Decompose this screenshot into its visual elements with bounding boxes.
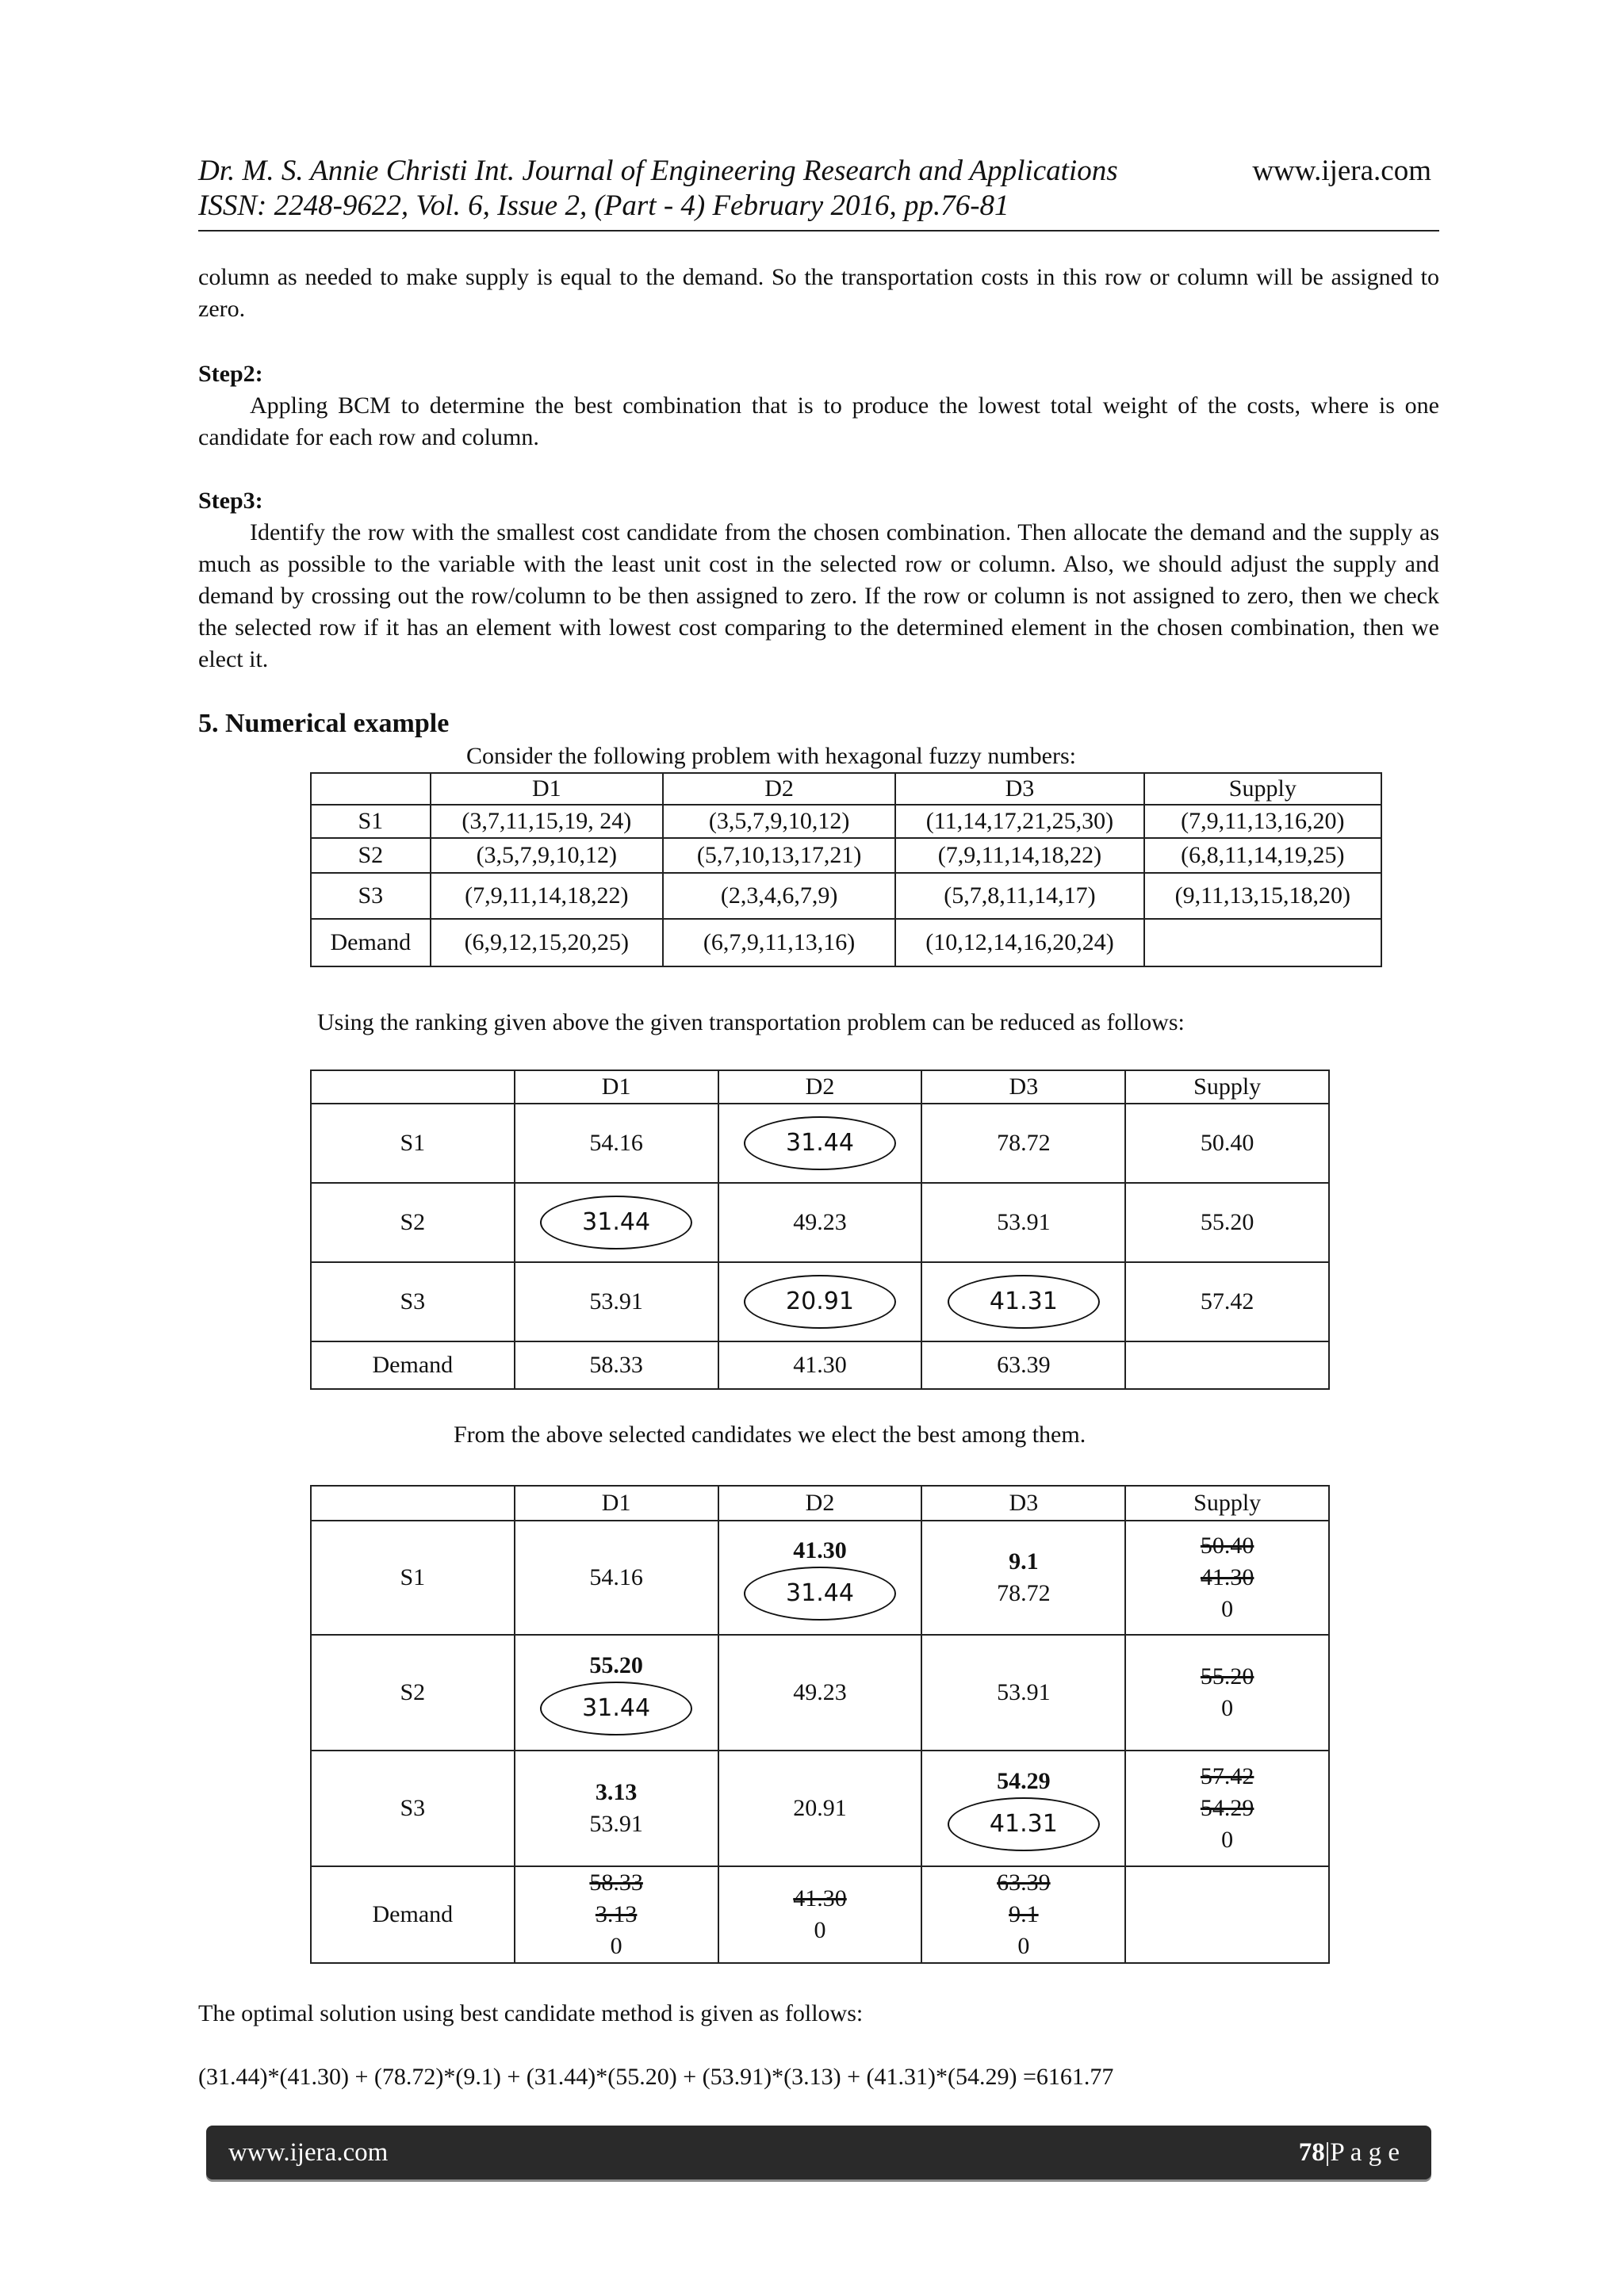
remaining-value: 0	[1221, 1596, 1234, 1622]
row-label: S3	[311, 1262, 515, 1341]
selected-candidate-circle: 41.31	[948, 1797, 1100, 1851]
table-row	[311, 838, 1381, 873]
remaining-value: 0	[814, 1917, 826, 1943]
selected-candidate-circle: 31.44	[744, 1567, 896, 1621]
table-header-cell: D2	[718, 1486, 922, 1521]
table-header-cell: D2	[718, 1070, 922, 1104]
row-label: S3	[311, 873, 431, 919]
allocation-cell	[718, 1521, 922, 1635]
table3-caption: From the above selected candidates we elect the best among them.	[454, 1422, 1086, 1448]
supply-cell	[1125, 1521, 1329, 1635]
table-header-cell: D2	[663, 773, 895, 805]
optimal-formula: (31.44)*(41.30) + (78.72)*(9.1) + (31.44)*(55.20) + (53.91)*(3.13) + (41.31)*(54.29) =6161.77	[198, 2064, 1114, 2090]
allocation-value: 3.13	[595, 1779, 638, 1805]
table-row	[311, 1866, 1329, 1963]
table-cell: (7,9,11,14,18,22)	[431, 873, 663, 919]
crossed-value: 41.30	[793, 1885, 847, 1911]
table-header-cell: Supply	[1125, 1070, 1329, 1104]
crossed-value: 57.42	[1200, 1763, 1254, 1789]
allocation-cell	[921, 1521, 1125, 1635]
table-row	[311, 1635, 1329, 1751]
table-cell	[718, 1104, 922, 1183]
page-number: 78	[1298, 2138, 1325, 2167]
table-header-cell: D1	[515, 1070, 718, 1104]
table-row	[311, 919, 1381, 966]
remaining-value: 0	[1221, 1827, 1234, 1853]
table-cell: (7,9,11,13,16,20)	[1144, 805, 1381, 838]
row-label: S1	[311, 1521, 515, 1635]
table-row	[311, 1341, 1329, 1389]
crossed-value: 3.13	[595, 1901, 638, 1927]
table-cell: 54.16	[515, 1104, 718, 1183]
table-header-cell: D3	[921, 1070, 1125, 1104]
allocation-cell	[515, 1751, 718, 1866]
table-cell: 55.20	[1125, 1183, 1329, 1262]
table-cell: 57.42	[1125, 1262, 1329, 1341]
selected-candidate-circle: 41.31	[948, 1275, 1100, 1329]
table-cell: (3,5,7,9,10,12)	[663, 805, 895, 838]
table-cell: (11,14,17,21,25,30)	[895, 805, 1143, 838]
remaining-value: 0	[610, 1933, 622, 1959]
row-label: S2	[311, 838, 431, 873]
allocation-value: 41.30	[793, 1537, 847, 1563]
table-cell: 78.72	[921, 1104, 1125, 1183]
table-cell: (3,7,11,15,19, 24)	[431, 805, 663, 838]
step3-heading: Step3:	[198, 488, 263, 514]
table-cell	[921, 1262, 1125, 1341]
table-header-cell: D3	[921, 1486, 1125, 1521]
row-label: S3	[311, 1751, 515, 1866]
crossed-value: 63.39	[997, 1869, 1051, 1896]
journal-title: Dr. M. S. Annie Christi Int. Journal of Engineering Research and Applications	[198, 155, 1118, 187]
table-cell	[515, 1183, 718, 1262]
table-cell: 49.23	[718, 1635, 922, 1751]
table-row	[311, 1183, 1329, 1262]
remaining-value: 0	[1017, 1933, 1030, 1959]
table-cell: (2,3,4,6,7,9)	[663, 873, 895, 919]
remaining-value: 0	[1221, 1695, 1234, 1721]
table-cell	[1144, 919, 1381, 966]
ranked-cost-table	[310, 1070, 1330, 1390]
allocation-value: 54.29	[997, 1768, 1051, 1794]
table-header-cell: Supply	[1125, 1486, 1329, 1521]
crossed-value: 50.40	[1200, 1533, 1254, 1559]
selected-candidate-circle: 31.44	[744, 1116, 896, 1170]
page-number-label	[1299, 2137, 1400, 2168]
table-cell: 53.91	[921, 1635, 1125, 1751]
table-header-row	[311, 773, 1381, 805]
table-cell	[718, 1262, 922, 1341]
cost-value: 78.72	[997, 1580, 1051, 1606]
table-cell: (10,12,14,16,20,24)	[895, 919, 1143, 966]
table-cell: (3,5,7,9,10,12)	[431, 838, 663, 873]
issn-line: ISSN: 2248-9622, Vol. 6, Issue 2, (Part - 4) February 2016, pp.76-81	[198, 189, 1009, 222]
table-header-row	[311, 1070, 1329, 1104]
demand-cell	[718, 1866, 922, 1963]
table-cell: (5,7,8,11,14,17)	[895, 873, 1143, 919]
selected-candidate-circle: 31.44	[540, 1196, 692, 1249]
table-row	[311, 805, 1381, 838]
table-cell: 54.16	[515, 1521, 718, 1635]
allocation-cell	[515, 1635, 718, 1751]
intro-paragraph: column as needed to make supply is equal to the demand. So the transportation costs in this row or column will be assigned to zero.	[198, 264, 1439, 322]
table-cell: (5,7,10,13,17,21)	[663, 838, 895, 873]
table-row	[311, 873, 1381, 919]
demand-cell	[515, 1866, 718, 1963]
footer-website: www.ijera.com	[228, 2138, 389, 2167]
table-cell: (6,8,11,14,19,25)	[1144, 838, 1381, 873]
page-label: |P a g e	[1324, 2138, 1400, 2167]
step3-paragraph: Identify the row with the smallest cost candidate from the chosen combination. Then allocate the demand and the supply as much as possible to the variable with the least unit cost in the selected row or column. Also, we should adjust the supply and demand by crossing out the row/column to be then assigned to zero. If the row or column is not assigned to zero, then we check the selected row if it has an element with lowest cost comparing to the determined element in the chosen combination, then we elect it.	[198, 519, 1439, 672]
table-row	[311, 1521, 1329, 1635]
selected-candidate-circle: 20.91	[744, 1275, 896, 1329]
table2-caption: Using the ranking given above the given transportation problem can be reduced as follows:	[317, 1009, 1185, 1035]
allocation-table	[310, 1485, 1330, 1964]
supply-cell	[1125, 1635, 1329, 1751]
crossed-value: 55.20	[1200, 1663, 1254, 1689]
row-label: S2	[311, 1183, 515, 1262]
table-row	[311, 1262, 1329, 1341]
table-header-cell: D3	[895, 773, 1143, 805]
crossed-value: 9.1	[1009, 1901, 1039, 1927]
table-cell: 53.91	[921, 1183, 1125, 1262]
table-cell: (6,7,9,11,13,16)	[663, 919, 895, 966]
section-heading: 5. Numerical example	[198, 709, 450, 738]
table-cell	[1125, 1866, 1329, 1963]
cost-value: 53.91	[589, 1811, 643, 1837]
running-header	[198, 154, 1439, 232]
row-label: Demand	[311, 1341, 515, 1389]
table-row	[311, 1104, 1329, 1183]
supply-cell	[1125, 1751, 1329, 1866]
table-cell	[311, 1486, 515, 1521]
row-label: S2	[311, 1635, 515, 1751]
allocation-value: 55.20	[589, 1652, 643, 1678]
table-header-row	[311, 1486, 1329, 1521]
table1-caption: Consider the following problem with hexagonal fuzzy numbers:	[466, 743, 1076, 769]
row-label: S1	[311, 1104, 515, 1183]
table-cell: (9,11,13,15,18,20)	[1144, 873, 1381, 919]
table-cell: 20.91	[718, 1751, 922, 1866]
table-cell: 63.39	[921, 1341, 1125, 1389]
table-cell: 58.33	[515, 1341, 718, 1389]
page-footer	[206, 2126, 1431, 2179]
row-label: S1	[311, 805, 431, 838]
table-row	[311, 1751, 1329, 1866]
table-cell: 41.30	[718, 1341, 922, 1389]
row-label: Demand	[311, 1866, 515, 1963]
table-cell	[311, 773, 431, 805]
row-label: Demand	[311, 919, 431, 966]
step2-heading: Step2:	[198, 361, 263, 387]
table-cell: (7,9,11,14,18,22)	[895, 838, 1143, 873]
optimal-caption: The optimal solution using best candidate method is given as follows:	[198, 2000, 864, 2026]
crossed-value: 41.30	[1200, 1564, 1254, 1590]
crossed-value: 54.29	[1200, 1795, 1254, 1821]
table-header-cell: Supply	[1144, 773, 1381, 805]
table-cell: 50.40	[1125, 1104, 1329, 1183]
table-cell	[1125, 1341, 1329, 1389]
table-cell: 49.23	[718, 1183, 922, 1262]
journal-website: www.ijera.com	[1252, 155, 1431, 187]
table-header-cell: D1	[431, 773, 663, 805]
table-cell: 53.91	[515, 1262, 718, 1341]
crossed-value: 58.33	[589, 1869, 643, 1896]
table-cell	[311, 1070, 515, 1104]
allocation-cell	[921, 1751, 1125, 1866]
selected-candidate-circle: 31.44	[540, 1682, 692, 1735]
table-cell: (6,9,12,15,20,25)	[431, 919, 663, 966]
step2-paragraph: Appling BCM to determine the best combination that is to produce the lowest total weight of the costs, where is one candidate for each row and column.	[198, 392, 1439, 450]
demand-cell	[921, 1866, 1125, 1963]
table-header-cell: D1	[515, 1486, 718, 1521]
fuzzy-cost-table	[310, 772, 1382, 967]
allocation-value: 9.1	[1009, 1548, 1039, 1575]
